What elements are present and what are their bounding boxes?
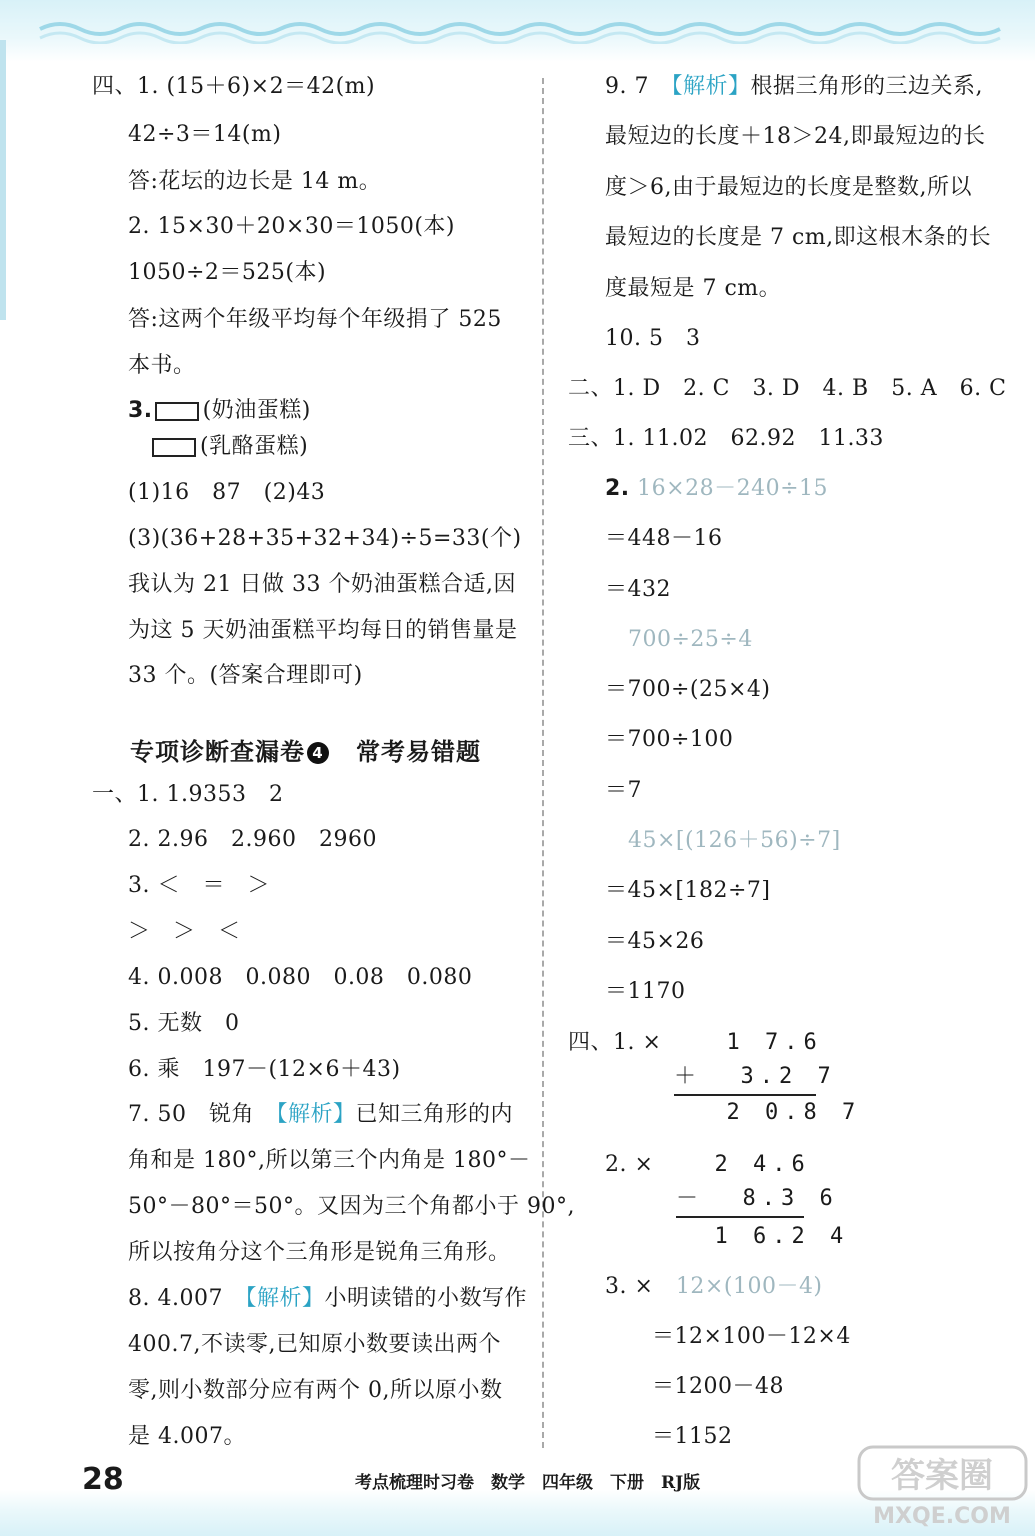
text-line: 本书。 bbox=[128, 353, 196, 378]
svg-text:MXQE.COM: MXQE.COM bbox=[873, 1504, 1011, 1529]
vertical-calc-row: － 8.3 6 bbox=[676, 1186, 839, 1211]
heading-subtitle: 常考易错题 bbox=[331, 738, 481, 766]
text-line: (3)(36+28+35+32+34)÷5=33(个) bbox=[128, 526, 522, 551]
q8-answer: 8. 4.007 bbox=[128, 1286, 246, 1311]
text-line: 三、1. 11.02 62.92 11.33 bbox=[568, 426, 884, 451]
watermark-logo bbox=[855, 1445, 1030, 1530]
original-expression: 45×[(126＋56)÷7] bbox=[628, 828, 841, 853]
text-line: 400.7,不读零,已知原小数要读出两个 bbox=[128, 1332, 501, 1357]
calc-step: ＝700÷(25×4) bbox=[605, 677, 771, 702]
q4-1-label: 四、1. × bbox=[568, 1030, 662, 1055]
vertical-calc-row: 1 7.6 bbox=[688, 1030, 823, 1055]
calc-step: ＝432 bbox=[605, 577, 671, 602]
q4-2-label: 2. × bbox=[605, 1152, 654, 1177]
analysis-tag: 【解析】 bbox=[245, 1286, 325, 1311]
calc-step: ＝448－16 bbox=[605, 526, 723, 551]
text-line: 42÷3＝14(m) bbox=[128, 122, 282, 147]
calc-step: ＝7 bbox=[605, 778, 642, 803]
q4-3-line bbox=[605, 1272, 823, 1302]
column-divider bbox=[542, 78, 544, 1448]
text-line: 度最短是 7 cm。 bbox=[605, 276, 782, 301]
text-line: 2. 2.96 2.960 2960 bbox=[128, 827, 377, 852]
top-decorative-band bbox=[0, 0, 1035, 62]
text-line: 5. 无数 0 bbox=[128, 1011, 240, 1036]
text-line: 答:这两个年级平均每个年级捐了 525 bbox=[128, 307, 502, 332]
svg-text:答案圈: 答案圈 bbox=[891, 1456, 993, 1496]
analysis-tag: 【解析】 bbox=[276, 1102, 356, 1127]
q9-explanation: 根据三角形的三边关系, bbox=[750, 74, 983, 99]
text-line: (1)16 87 (2)43 bbox=[128, 480, 326, 505]
text-line: 所以按角分这个三角形是锐角三角形。 bbox=[128, 1240, 511, 1265]
calc-step: ＝1152 bbox=[652, 1424, 733, 1449]
q8-explanation: 小明读错的小数写作 bbox=[324, 1286, 527, 1311]
q9-line bbox=[605, 72, 983, 102]
text-line: 度＞6,由于最短边的长度是整数,所以 bbox=[605, 175, 972, 200]
calc-expression bbox=[605, 474, 828, 504]
q7-explanation: 已知三角形的内 bbox=[355, 1102, 514, 1127]
text-line: 10. 5 3 bbox=[605, 326, 701, 351]
calc-step: ＝12×100－12×4 bbox=[652, 1324, 851, 1349]
sum-line bbox=[674, 1094, 816, 1096]
text-line: 4. 0.008 0.080 0.08 0.080 bbox=[128, 965, 473, 990]
q4-3-label: 3. × bbox=[605, 1274, 654, 1299]
original-expression: 700÷25÷4 bbox=[628, 627, 753, 652]
text-line: 6. 乘 197－(12×6＋43) bbox=[128, 1057, 401, 1082]
text-line: 二、1. D 2. C 3. D 4. B 5. A 6. C bbox=[568, 376, 1007, 401]
difference-line bbox=[676, 1216, 804, 1218]
left-edge-strip bbox=[0, 40, 6, 320]
text-line: 四、1. (15＋6)×2＝42(m) bbox=[92, 74, 376, 99]
text-line: 3. ＜ ＝ ＞ bbox=[128, 873, 270, 898]
vertical-calc-row: 2 4.6 bbox=[676, 1152, 811, 1177]
text-line: 一、1. 1.9353 2 bbox=[92, 782, 284, 807]
text-line: 最短边的长度是 7 cm,即这根木条的长 bbox=[605, 225, 992, 250]
text-line: 角和是 180°,所以第三个内角是 180°－ bbox=[128, 1148, 531, 1173]
legend-row-1 bbox=[128, 396, 311, 426]
legend-label: (奶油蛋糕) bbox=[202, 398, 311, 423]
text-line: 零,则小数部分应有两个 0,所以原小数 bbox=[128, 1378, 503, 1403]
text-line: 2. 15×30＋20×30＝1050(本) bbox=[128, 214, 455, 239]
calc-step: ＝700÷100 bbox=[605, 727, 734, 752]
footer-title: 考点梳理时习卷 数学 四年级 下册 RJ版 bbox=[355, 1473, 701, 1493]
original-expression: 16×28－240÷15 bbox=[637, 476, 829, 501]
heading-text: 专项诊断查漏卷 bbox=[130, 738, 305, 766]
section-heading bbox=[130, 732, 481, 767]
text-line: ＞ ＞ ＜ bbox=[128, 919, 241, 944]
text-line: 50°－80°＝50°。又因为三个角都小于 90°, bbox=[128, 1194, 575, 1219]
analysis-tag: 【解析】 bbox=[671, 74, 751, 99]
legend-box bbox=[152, 438, 196, 457]
text-line: 答:花坛的边长是 14 m。 bbox=[128, 169, 382, 194]
vertical-calc-row: 2 0.8 7 bbox=[688, 1100, 862, 1125]
original-expression: 12×(100－4) bbox=[675, 1274, 823, 1299]
legend-label: (乳酪蛋糕) bbox=[200, 434, 309, 459]
q9-answer: 9. 7 bbox=[605, 74, 672, 99]
text-line: 最短边的长度＋18＞24,即最短边的长 bbox=[605, 124, 986, 149]
q8-line bbox=[128, 1284, 527, 1314]
q7-line bbox=[128, 1100, 513, 1130]
legend-box bbox=[155, 402, 199, 421]
question-number: 2. bbox=[605, 476, 630, 501]
q7-answer: 7. 50 锐角 bbox=[128, 1102, 277, 1127]
text-line: 33 个。(答案合理即可) bbox=[128, 663, 363, 688]
calc-step: ＝1200－48 bbox=[652, 1374, 784, 1399]
text-line: 1050÷2＝525(本) bbox=[128, 260, 327, 285]
text-line: 我认为 21 日做 33 个奶油蛋糕合适,因 bbox=[128, 572, 516, 597]
legend-row-2 bbox=[150, 432, 308, 462]
text-line: 为这 5 天奶油蛋糕平均每日的销售量是 bbox=[128, 618, 518, 643]
page-number: 28 bbox=[82, 1462, 124, 1497]
calc-step: ＝45×26 bbox=[605, 929, 705, 954]
calc-step: ＝45×[182÷7] bbox=[605, 878, 771, 903]
calc-step: ＝1170 bbox=[605, 979, 686, 1004]
heading-number-badge: 4 bbox=[307, 742, 329, 764]
vertical-calc-row: 1 6.2 4 bbox=[676, 1224, 850, 1249]
wave-decoration bbox=[0, 14, 1035, 44]
question-number: 3. bbox=[128, 398, 153, 423]
vertical-calc-row: ＋ 3.2 7 bbox=[674, 1064, 837, 1089]
text-line: 是 4.007。 bbox=[128, 1424, 246, 1449]
